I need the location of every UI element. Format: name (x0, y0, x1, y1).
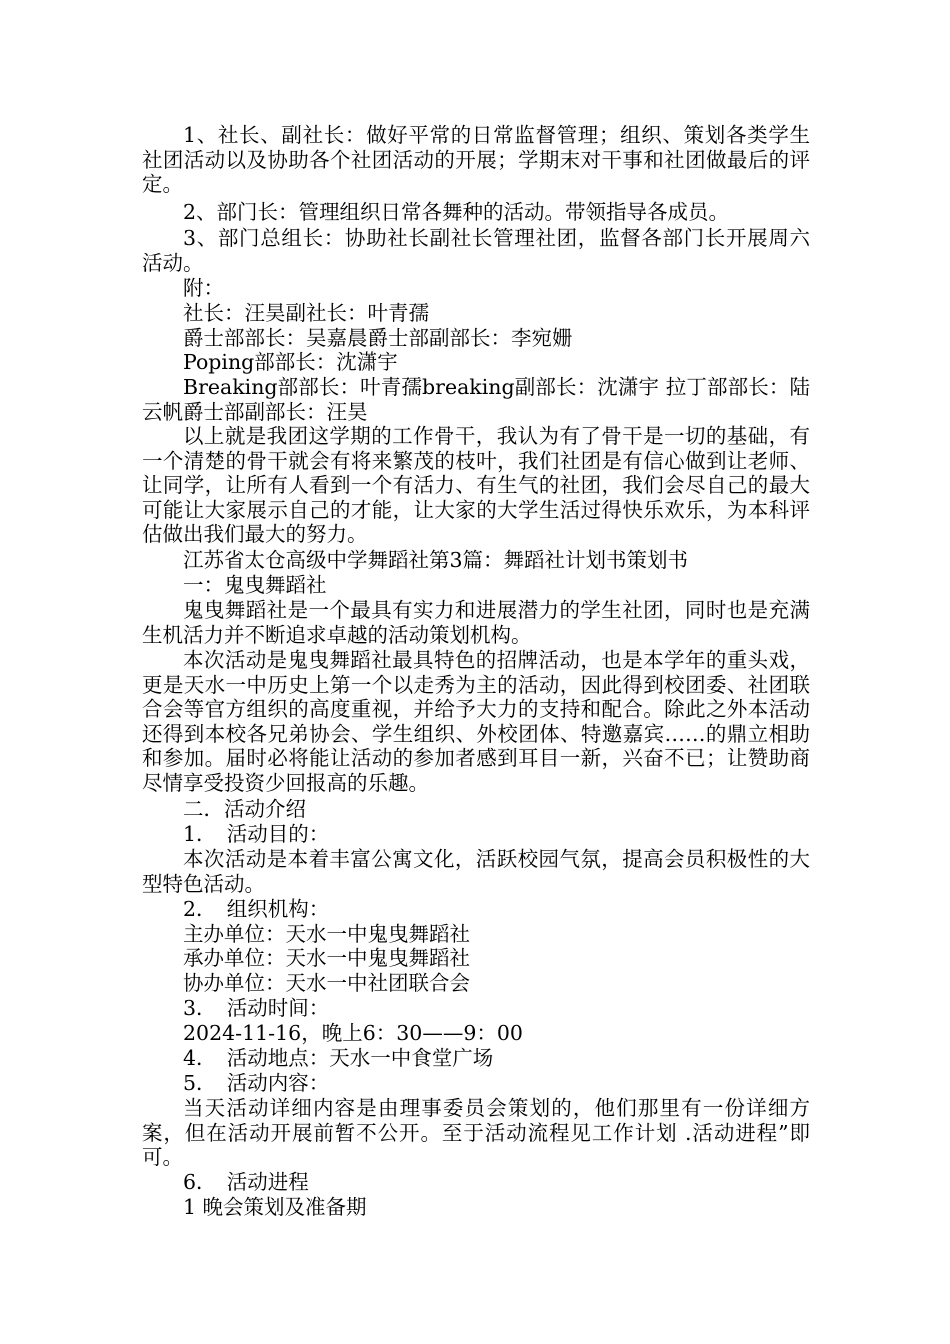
paragraph-heading-2: 二．活动介绍 (183, 797, 306, 821)
paragraph-roles-department-head: 2、部门长：管理组织日常各舞种的活动。带领指导各成员。 (183, 200, 730, 224)
paragraph-item-content: 5． 活动内容： (183, 1071, 330, 1095)
paragraph-roles-president: 1、社长、副社长：做好平常的日常监督管理；组织、策划各类学生社团活动以及协助各个社团活动的开展；学期末对干事和社团做最后的评定。 (142, 123, 810, 196)
paragraph-host: 主办单位：天水一中鬼曳舞蹈社 (183, 922, 470, 946)
paragraph-content-text: 当天活动详细内容是由理事委员会策划的，他们那里有一份详细方案，但在活动开展前暂不公开。至于活动流程见工作计划 .活动进程”即可。 (142, 1096, 810, 1169)
paragraph-club-intro: 鬼曳舞蹈社是一个最具有实力和进展潜力的学生社团，同时也是充满生机活力并不断追求卓越的活动策划机构。 (142, 598, 810, 647)
paragraph-section-title: 江苏省太仓高级中学舞蹈社第3篇：舞蹈社计划书策划书 (183, 548, 689, 572)
paragraph-president-names: 社长：汪昊副社长：叶青孺 (183, 301, 429, 325)
paragraph-appendix-label: 附： (183, 276, 224, 300)
paragraph-item-time: 3． 活动时间： (183, 996, 330, 1020)
paragraph-time-value: 2024-11-16，晚上6：30——9：00 (183, 1021, 523, 1045)
paragraph-item-location: 4． 活动地点：天水一中食堂广场 (183, 1046, 494, 1070)
paragraph-progress-step-1: 1 晚会策划及准备期 (183, 1195, 367, 1219)
paragraph-item-organization: 2． 组织机构： (183, 897, 330, 921)
paragraph-item-purpose: 1． 活动目的： (183, 822, 330, 846)
paragraph-jazz-names: 爵士部部长：吴嘉晨爵士部副部长：李宛姗 (183, 326, 573, 350)
paragraph-co-organizer: 协办单位：天水一中社团联合会 (183, 971, 470, 995)
paragraph-roles-group-leader: 3、部门总组长：协助社长副社长管理社团，监督各部门长开展周六活动。 (142, 226, 810, 275)
paragraph-heading-1: 一：鬼曳舞蹈社 (183, 573, 327, 597)
paragraph-breaking-names: Breaking部部长：叶青孺breaking副部长：沈潇宇 拉丁部部长：陆云帆爵士部副部长：汪昊 (142, 375, 810, 424)
paragraph-summary: 以上就是我团这学期的工作骨干，我认为有了骨干是一切的基础，有一个清楚的骨干就会有将来繁茂的枝叶，我们社团是有信心做到让老师、让同学，让所有人看到一个有活力、有生气的社团，我们会尽自己的最大可能让大家展示自己的才能，让大家的大学生活过得快乐欢乐，为本科评估做出我们最大的努力。 (142, 424, 810, 546)
paragraph-event-intro: 本次活动是鬼曳舞蹈社最具特色的招牌活动，也是本学年的重头戏，更是天水一中历史上第一个以走秀为主的活动，因此得到校团委、社团联合会等官方组织的高度重视，并给予大力的支持和配合。除此之外本活动还得到本校各兄弟协会、学生组织、外校团体、特邀嘉宾……的鼎立相助和参加。届时必将能让活动的参加者感到耳目一新，兴奋不已；让赞助商尽情享受投资少回报高的乐趣。 (142, 648, 810, 795)
paragraph-item-progress: 6． 活动进程 (183, 1170, 309, 1194)
paragraph-purpose-text: 本次活动是本着丰富公寓文化，活跃校园气氛，提高会员积极性的大型特色活动。 (142, 847, 810, 896)
paragraph-poping-names: Poping部部长：沈潇宇 (183, 350, 398, 374)
paragraph-organizer: 承办单位：天水一中鬼曳舞蹈社 (183, 946, 470, 970)
